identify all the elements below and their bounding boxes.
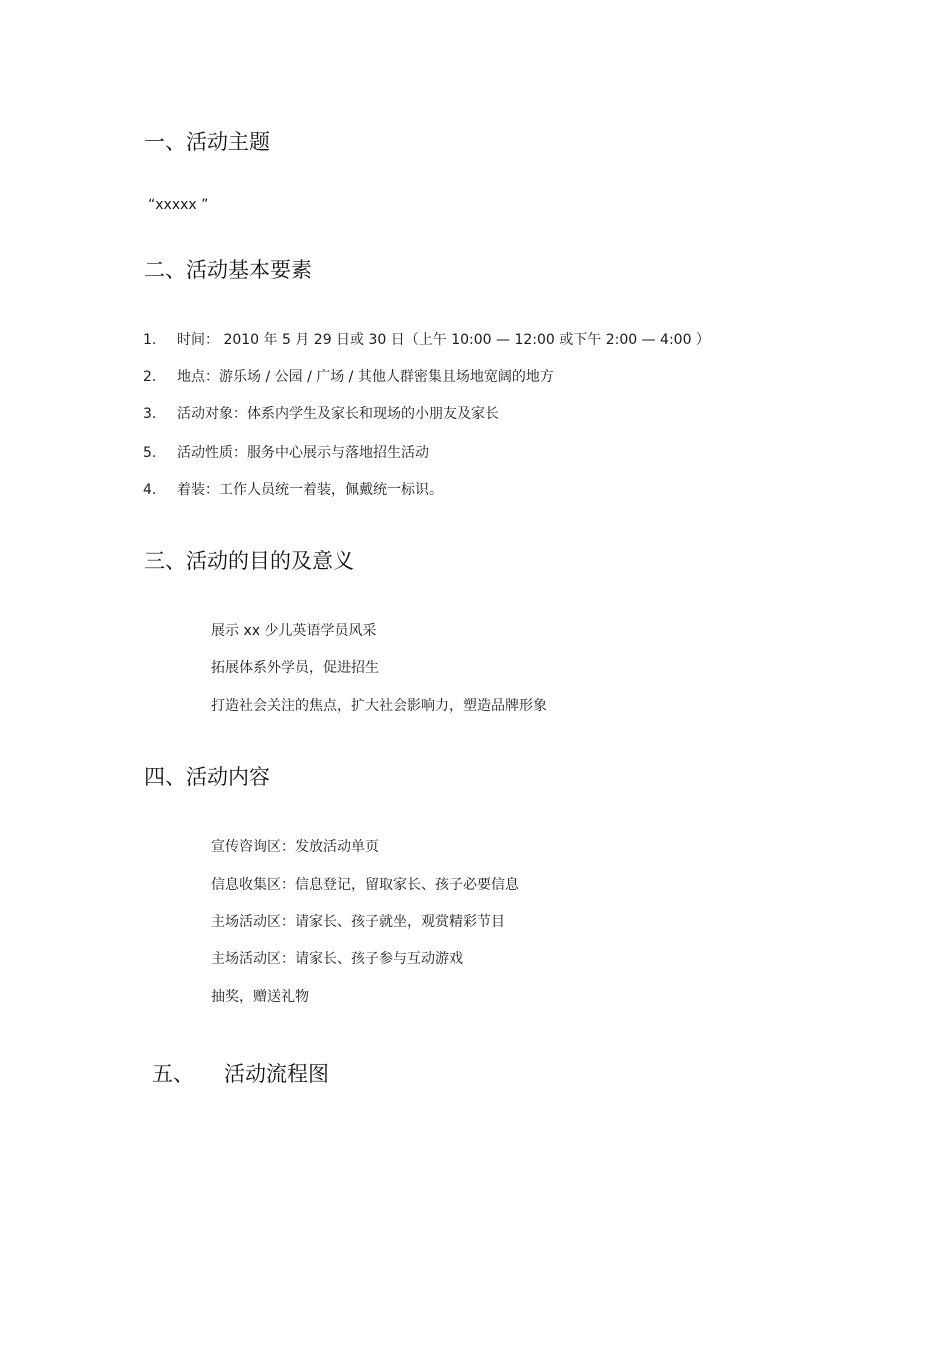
section-title: 活动流程图 xyxy=(224,1062,329,1086)
content-item: 抽奖，赠送礼物 xyxy=(211,989,309,1005)
list-item-number: 3. xyxy=(143,406,157,422)
purpose-item: 展示 xx 少儿英语学员风采 xyxy=(211,623,377,639)
section-number: 五、 xyxy=(152,1062,194,1086)
content-item: 信息收集区：信息登记，留取家长、孩子必要信息 xyxy=(211,877,519,893)
section-heading-content: 四、活动内容 xyxy=(144,765,270,789)
purpose-item: 打造社会关注的焦点，扩大社会影响力，塑造品牌形象 xyxy=(211,698,547,714)
list-item-number: 5. xyxy=(143,445,157,461)
list-item-text: 活动对象：体系内学生及家长和现场的小朋友及家长 xyxy=(177,406,499,422)
content-item: 宣传咨询区：发放活动单页 xyxy=(211,839,379,855)
section-heading-theme: 一、活动主题 xyxy=(144,130,270,154)
list-item-number: 2. xyxy=(143,369,157,385)
list-item-number: 1. xyxy=(143,332,157,348)
list-item-text: 地点：游乐场 / 公园 / 广场 / 其他人群密集且场地宽阔的地方 xyxy=(177,369,554,385)
theme-text: “xxxxx ” xyxy=(148,197,209,213)
list-item-text: 着装：工作人员统一着装，佩戴统一标识。 xyxy=(177,482,443,498)
list-item-text: 活动性质：服务中心展示与落地招生活动 xyxy=(177,445,429,461)
content-item: 主场活动区：请家长、孩子参与互动游戏 xyxy=(211,951,463,967)
list-item-text: 时间： 2010 年 5 月 29 日或 30 日（上午 10:00 — 12:00 或下午 2:00 — 4:00 ） xyxy=(177,332,710,348)
section-heading-purpose: 三、活动的目的及意义 xyxy=(144,549,354,573)
list-item-number: 4. xyxy=(143,482,157,498)
section-heading-basic-elements: 二、活动基本要素 xyxy=(144,258,312,282)
section-heading-flowchart xyxy=(152,1061,329,1087)
content-item: 主场活动区：请家长、孩子就坐，观赏精彩节目 xyxy=(211,914,505,930)
purpose-item: 拓展体系外学员，促进招生 xyxy=(211,660,379,676)
